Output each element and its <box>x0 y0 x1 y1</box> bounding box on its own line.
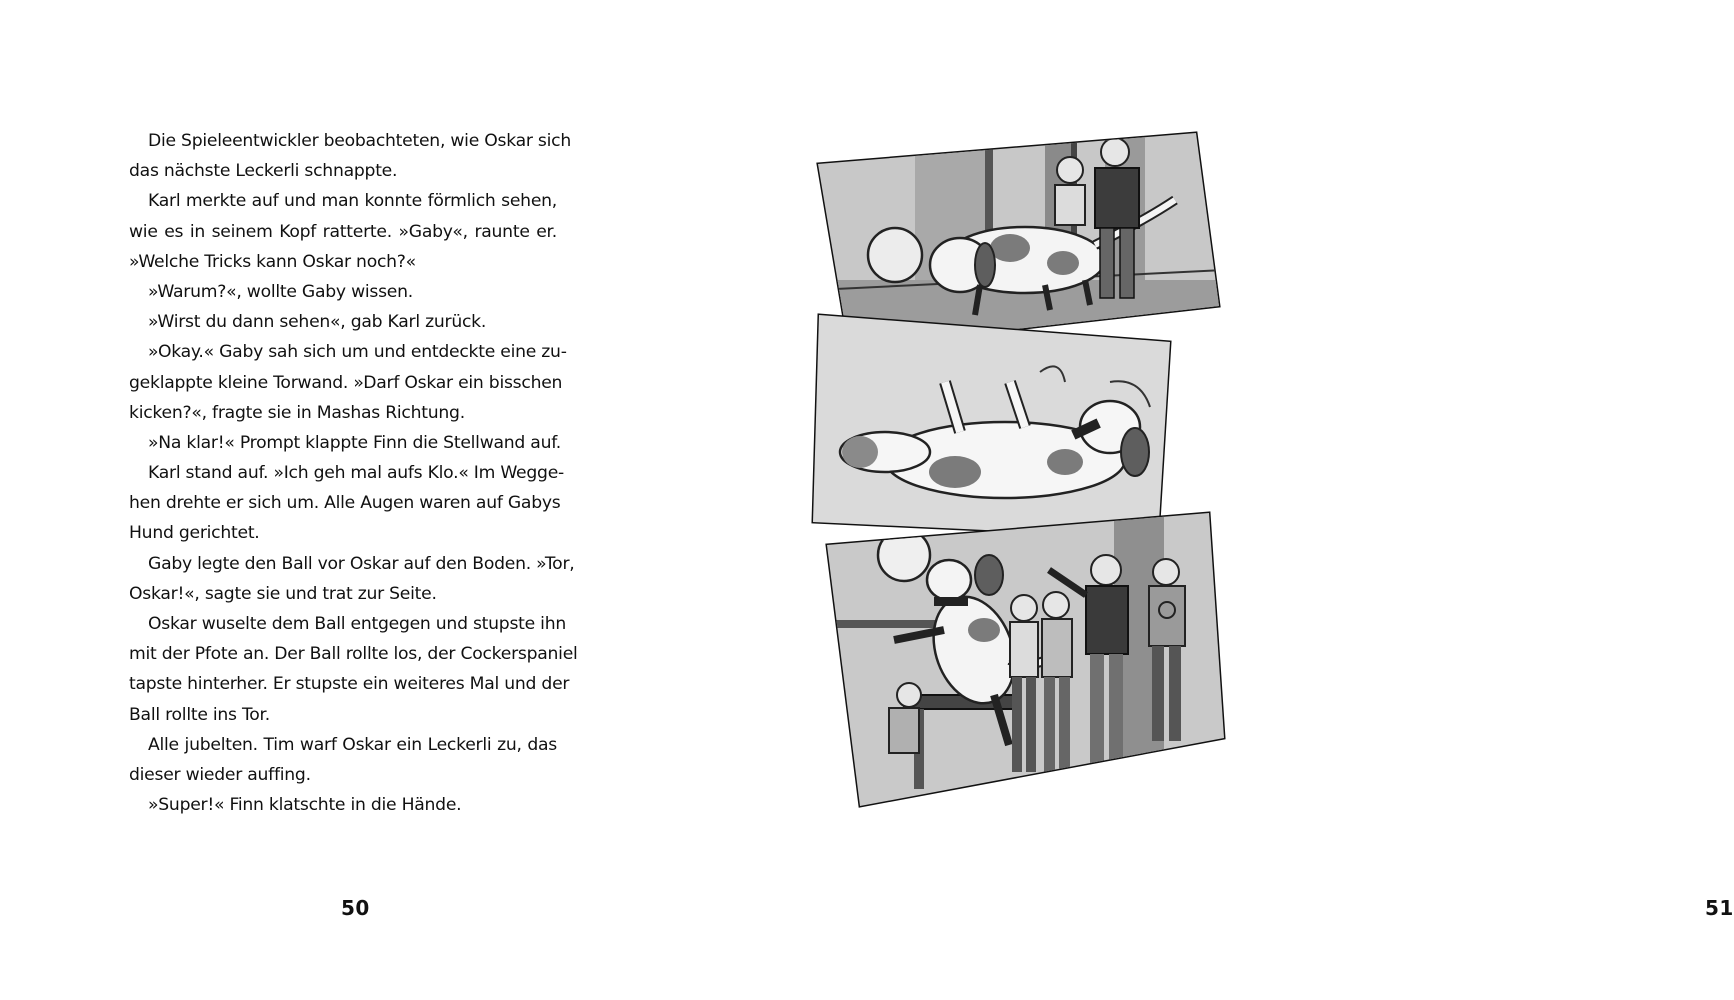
text-line: kicken?«, fragte sie in Mashas Richtung. <box>129 402 465 423</box>
text-line: »Welche Tricks kann Oskar noch?« <box>129 251 416 272</box>
text-line: Karl stand auf. »Ich geh mal aufs Klo.« Im Wegge- <box>148 463 564 484</box>
text-line: tapste hinterher. Er stupste ein weiteres Mal und der <box>129 674 570 695</box>
text-line: geklappte kleine Torwand. »Darf Oskar ein bisschen <box>129 372 563 393</box>
illustration-panel-dog-rolling <box>810 312 1185 542</box>
page-number-left: 50 <box>341 896 370 920</box>
text-line: »Warum?«, wollte Gaby wissen. <box>148 281 413 302</box>
text-line: Die Spieleentwickler beobachteten, wie Oskar sich <box>148 131 572 151</box>
illustration-panel-group-cheering <box>824 510 1224 810</box>
text-line: Gaby legte den Ball vor Oskar auf den Boden. »Tor, <box>148 553 575 574</box>
text-line: dieser wieder auffing. <box>129 764 311 785</box>
text-line: Karl merkte auf und man konnte förmlich sehen, <box>148 191 557 212</box>
text-line: Hund gerichtet. <box>129 523 260 544</box>
right-page <box>690 0 1734 1000</box>
text-line: wie es in seinem Kopf ratterte. »Gaby«, raunte er. <box>129 221 557 242</box>
text-line: Oskar wuselte dem Ball entgegen und stupste ihn <box>148 614 566 634</box>
story-text <box>129 126 578 820</box>
text-line: »Okay.« Gaby sah sich um und entdeckte eine zu- <box>148 342 567 363</box>
text-line: mit der Pfote an. Der Ball rollte los, der Cockerspaniel <box>129 644 578 665</box>
text-line: das nächste Leckerli schnappte. <box>129 161 398 182</box>
text-line: hen drehte er sich um. Alle Augen waren auf Gabys <box>129 493 561 514</box>
text-line: Alle jubelten. Tim warf Oskar ein Leckerli zu, das <box>148 734 557 755</box>
left-page <box>0 0 690 1000</box>
text-line: Oskar!«, sagte sie und trat zur Seite. <box>129 583 437 604</box>
text-line: »Na klar!« Prompt klappte Finn die Stellwand auf. <box>148 432 561 453</box>
text-line: »Wirst du dann sehen«, gab Karl zurück. <box>148 312 487 333</box>
text-line: »Super!« Finn klatschte in die Hände. <box>148 795 462 816</box>
text-line: Ball rollte ins Tor. <box>129 704 270 725</box>
page-number-right: 51 <box>1705 896 1734 920</box>
